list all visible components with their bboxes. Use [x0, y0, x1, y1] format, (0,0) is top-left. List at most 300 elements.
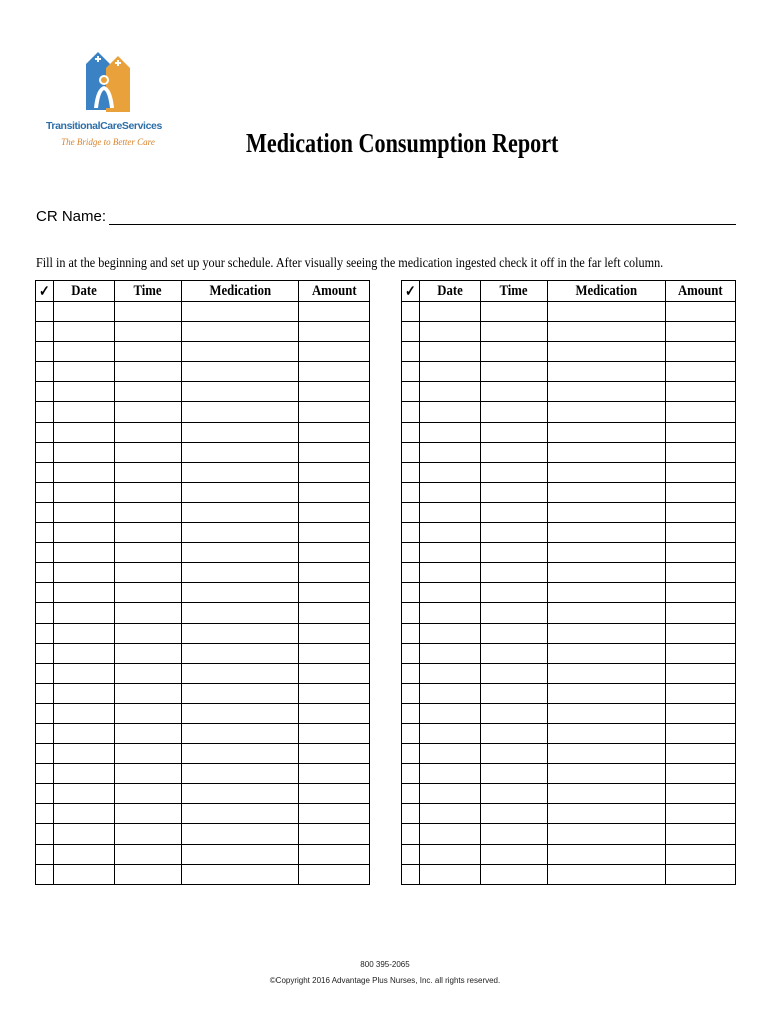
- check-cell[interactable]: [36, 723, 54, 743]
- date-cell[interactable]: [420, 342, 481, 362]
- medication-cell[interactable]: [548, 342, 666, 362]
- amount-cell[interactable]: [299, 603, 370, 623]
- time-cell[interactable]: [115, 442, 182, 462]
- medication-cell[interactable]: [548, 322, 666, 342]
- amount-cell[interactable]: [666, 502, 736, 522]
- check-cell[interactable]: [402, 482, 420, 502]
- table-row: [402, 422, 736, 442]
- time-cell[interactable]: [481, 603, 548, 623]
- time-cell[interactable]: [115, 744, 182, 764]
- medication-cell[interactable]: [182, 563, 299, 583]
- date-cell[interactable]: [420, 744, 481, 764]
- time-cell[interactable]: [481, 543, 548, 563]
- medication-cell[interactable]: [548, 362, 666, 382]
- medication-cell[interactable]: [182, 342, 299, 362]
- amount-cell[interactable]: [666, 643, 736, 663]
- date-cell[interactable]: [420, 623, 481, 643]
- date-cell[interactable]: [54, 804, 115, 824]
- date-cell[interactable]: [54, 442, 115, 462]
- check-cell[interactable]: [402, 502, 420, 522]
- time-cell[interactable]: [481, 844, 548, 864]
- amount-cell[interactable]: [299, 462, 370, 482]
- medication-cell[interactable]: [548, 703, 666, 723]
- amount-cell[interactable]: [299, 623, 370, 643]
- time-cell[interactable]: [481, 864, 548, 884]
- check-cell[interactable]: [36, 703, 54, 723]
- date-cell[interactable]: [54, 723, 115, 743]
- medication-cell[interactable]: [182, 683, 299, 703]
- check-cell[interactable]: [402, 583, 420, 603]
- check-cell[interactable]: [36, 784, 54, 804]
- time-cell[interactable]: [115, 583, 182, 603]
- amount-cell[interactable]: [666, 824, 736, 844]
- amount-cell[interactable]: [299, 723, 370, 743]
- medication-cell[interactable]: [182, 502, 299, 522]
- date-cell[interactable]: [420, 302, 481, 322]
- check-cell[interactable]: [402, 362, 420, 382]
- check-cell[interactable]: [402, 723, 420, 743]
- date-cell[interactable]: [420, 723, 481, 743]
- date-cell[interactable]: [420, 643, 481, 663]
- amount-cell[interactable]: [299, 744, 370, 764]
- amount-cell[interactable]: [666, 422, 736, 442]
- check-cell[interactable]: [402, 663, 420, 683]
- date-cell[interactable]: [420, 804, 481, 824]
- time-cell[interactable]: [115, 342, 182, 362]
- check-cell[interactable]: [402, 402, 420, 422]
- date-cell[interactable]: [420, 502, 481, 522]
- time-cell[interactable]: [115, 543, 182, 563]
- date-cell[interactable]: [54, 402, 115, 422]
- time-cell[interactable]: [115, 563, 182, 583]
- check-cell[interactable]: [36, 322, 54, 342]
- check-cell[interactable]: [402, 382, 420, 402]
- check-cell[interactable]: [36, 603, 54, 623]
- amount-cell[interactable]: [666, 402, 736, 422]
- medication-cell[interactable]: [548, 623, 666, 643]
- check-cell[interactable]: [402, 703, 420, 723]
- amount-cell[interactable]: [299, 864, 370, 884]
- time-cell[interactable]: [481, 824, 548, 844]
- medication-cell[interactable]: [548, 543, 666, 563]
- medication-cell[interactable]: [548, 482, 666, 502]
- time-cell[interactable]: [481, 502, 548, 522]
- amount-cell[interactable]: [299, 824, 370, 844]
- date-cell[interactable]: [54, 362, 115, 382]
- date-cell[interactable]: [54, 643, 115, 663]
- check-cell[interactable]: [402, 804, 420, 824]
- date-cell[interactable]: [420, 603, 481, 623]
- time-cell[interactable]: [481, 563, 548, 583]
- time-cell[interactable]: [115, 764, 182, 784]
- check-cell[interactable]: [36, 824, 54, 844]
- medication-cell[interactable]: [182, 462, 299, 482]
- medication-cell[interactable]: [182, 402, 299, 422]
- check-cell[interactable]: [402, 844, 420, 864]
- time-cell[interactable]: [115, 683, 182, 703]
- time-cell[interactable]: [115, 723, 182, 743]
- amount-cell[interactable]: [299, 764, 370, 784]
- time-cell[interactable]: [481, 744, 548, 764]
- date-cell[interactable]: [54, 422, 115, 442]
- amount-cell[interactable]: [666, 462, 736, 482]
- check-cell[interactable]: [36, 804, 54, 824]
- medication-cell[interactable]: [182, 583, 299, 603]
- time-cell[interactable]: [115, 703, 182, 723]
- amount-cell[interactable]: [666, 864, 736, 884]
- time-cell[interactable]: [481, 402, 548, 422]
- time-cell[interactable]: [481, 723, 548, 743]
- table-row: [36, 643, 370, 663]
- date-cell[interactable]: [54, 523, 115, 543]
- check-cell[interactable]: [402, 543, 420, 563]
- medication-cell[interactable]: [548, 422, 666, 442]
- date-cell[interactable]: [54, 784, 115, 804]
- amount-cell[interactable]: [666, 442, 736, 462]
- cr-name-line[interactable]: [109, 210, 736, 225]
- time-cell[interactable]: [115, 663, 182, 683]
- medication-cell[interactable]: [548, 643, 666, 663]
- amount-cell[interactable]: [299, 502, 370, 522]
- time-cell[interactable]: [481, 442, 548, 462]
- time-cell[interactable]: [115, 784, 182, 804]
- medication-cell[interactable]: [182, 744, 299, 764]
- date-cell[interactable]: [54, 663, 115, 683]
- date-cell[interactable]: [420, 844, 481, 864]
- check-cell[interactable]: [402, 784, 420, 804]
- medication-cell[interactable]: [182, 703, 299, 723]
- amount-cell[interactable]: [299, 683, 370, 703]
- medication-cell[interactable]: [548, 563, 666, 583]
- check-cell[interactable]: [402, 462, 420, 482]
- time-cell[interactable]: [115, 322, 182, 342]
- date-cell[interactable]: [54, 382, 115, 402]
- amount-cell[interactable]: [666, 764, 736, 784]
- check-cell[interactable]: [36, 583, 54, 603]
- date-cell[interactable]: [54, 683, 115, 703]
- date-cell[interactable]: [54, 563, 115, 583]
- date-cell[interactable]: [420, 523, 481, 543]
- time-cell[interactable]: [115, 864, 182, 884]
- date-cell[interactable]: [54, 623, 115, 643]
- medication-cell[interactable]: [548, 683, 666, 703]
- date-cell[interactable]: [420, 442, 481, 462]
- check-cell[interactable]: [36, 643, 54, 663]
- time-cell[interactable]: [115, 482, 182, 502]
- check-cell[interactable]: [36, 302, 54, 322]
- date-cell[interactable]: [420, 322, 481, 342]
- amount-cell[interactable]: [299, 362, 370, 382]
- amount-cell[interactable]: [299, 422, 370, 442]
- time-cell[interactable]: [481, 422, 548, 442]
- date-column-header: Date: [54, 281, 115, 302]
- date-cell[interactable]: [420, 663, 481, 683]
- check-cell[interactable]: [402, 322, 420, 342]
- medication-cell[interactable]: [182, 764, 299, 784]
- date-cell[interactable]: [420, 462, 481, 482]
- time-cell[interactable]: [115, 523, 182, 543]
- date-cell[interactable]: [420, 864, 481, 884]
- time-cell[interactable]: [481, 804, 548, 824]
- check-cell[interactable]: [36, 523, 54, 543]
- amount-cell[interactable]: [666, 302, 736, 322]
- medication-cell[interactable]: [548, 462, 666, 482]
- amount-cell[interactable]: [299, 302, 370, 322]
- table-row: [402, 764, 736, 784]
- medication-cell[interactable]: [548, 502, 666, 522]
- check-cell[interactable]: [402, 683, 420, 703]
- date-cell[interactable]: [54, 302, 115, 322]
- check-cell[interactable]: [36, 342, 54, 362]
- check-cell[interactable]: [36, 663, 54, 683]
- amount-cell[interactable]: [666, 663, 736, 683]
- medication-cell[interactable]: [182, 603, 299, 623]
- date-cell[interactable]: [54, 322, 115, 342]
- medication-cell[interactable]: [548, 382, 666, 402]
- time-cell[interactable]: [481, 784, 548, 804]
- amount-cell[interactable]: [299, 322, 370, 342]
- medication-cell[interactable]: [548, 402, 666, 422]
- time-cell[interactable]: [115, 844, 182, 864]
- medication-cell[interactable]: [182, 643, 299, 663]
- check-cell[interactable]: [402, 342, 420, 362]
- amount-cell[interactable]: [299, 482, 370, 502]
- check-cell[interactable]: [36, 744, 54, 764]
- amount-cell[interactable]: [299, 643, 370, 663]
- date-cell[interactable]: [420, 563, 481, 583]
- date-cell[interactable]: [54, 824, 115, 844]
- time-cell[interactable]: [481, 663, 548, 683]
- medication-cell[interactable]: [182, 844, 299, 864]
- date-cell[interactable]: [420, 362, 481, 382]
- table-row: [402, 703, 736, 723]
- time-cell[interactable]: [481, 764, 548, 784]
- medication-cell[interactable]: [182, 804, 299, 824]
- check-cell[interactable]: [402, 744, 420, 764]
- amount-cell[interactable]: [666, 683, 736, 703]
- amount-cell[interactable]: [666, 362, 736, 382]
- check-cell[interactable]: [36, 563, 54, 583]
- amount-cell[interactable]: [666, 723, 736, 743]
- amount-cell[interactable]: [299, 663, 370, 683]
- date-cell[interactable]: [54, 744, 115, 764]
- check-cell[interactable]: [36, 502, 54, 522]
- time-cell[interactable]: [481, 583, 548, 603]
- check-cell[interactable]: [36, 462, 54, 482]
- date-cell[interactable]: [54, 864, 115, 884]
- check-cell[interactable]: [402, 764, 420, 784]
- check-cell[interactable]: [36, 543, 54, 563]
- date-cell[interactable]: [54, 342, 115, 362]
- time-cell[interactable]: [481, 703, 548, 723]
- medication-cell[interactable]: [182, 784, 299, 804]
- date-cell[interactable]: [420, 482, 481, 502]
- time-cell[interactable]: [481, 523, 548, 543]
- amount-cell[interactable]: [666, 482, 736, 502]
- amount-cell[interactable]: [666, 342, 736, 362]
- medication-cell[interactable]: [182, 824, 299, 844]
- amount-cell[interactable]: [299, 523, 370, 543]
- time-cell[interactable]: [481, 643, 548, 663]
- date-cell[interactable]: [54, 462, 115, 482]
- medication-cell[interactable]: [548, 744, 666, 764]
- amount-cell[interactable]: [299, 402, 370, 422]
- time-cell[interactable]: [115, 643, 182, 663]
- date-cell[interactable]: [54, 543, 115, 563]
- time-cell[interactable]: [481, 462, 548, 482]
- time-cell[interactable]: [481, 482, 548, 502]
- amount-cell[interactable]: [299, 784, 370, 804]
- amount-cell[interactable]: [299, 543, 370, 563]
- date-cell[interactable]: [420, 583, 481, 603]
- time-cell[interactable]: [115, 824, 182, 844]
- check-cell[interactable]: [402, 824, 420, 844]
- time-cell[interactable]: [115, 422, 182, 442]
- time-cell[interactable]: [481, 322, 548, 342]
- check-cell[interactable]: [36, 864, 54, 884]
- time-cell[interactable]: [481, 362, 548, 382]
- amount-cell[interactable]: [299, 442, 370, 462]
- check-cell[interactable]: [36, 623, 54, 643]
- check-cell[interactable]: [402, 603, 420, 623]
- date-cell[interactable]: [420, 422, 481, 442]
- medication-cell[interactable]: [548, 864, 666, 884]
- medication-cell[interactable]: [548, 663, 666, 683]
- time-cell[interactable]: [481, 342, 548, 362]
- table-header-row: [402, 281, 736, 302]
- medication-cell[interactable]: [548, 824, 666, 844]
- time-cell[interactable]: [115, 804, 182, 824]
- check-cell[interactable]: [36, 422, 54, 442]
- check-cell[interactable]: [402, 864, 420, 884]
- amount-cell[interactable]: [666, 322, 736, 342]
- time-cell[interactable]: [115, 502, 182, 522]
- medication-cell[interactable]: [548, 764, 666, 784]
- time-cell[interactable]: [115, 382, 182, 402]
- amount-cell[interactable]: [666, 844, 736, 864]
- date-cell[interactable]: [54, 844, 115, 864]
- medication-cell[interactable]: [182, 663, 299, 683]
- time-cell[interactable]: [481, 382, 548, 402]
- check-cell[interactable]: [402, 523, 420, 543]
- check-cell[interactable]: [402, 563, 420, 583]
- date-cell[interactable]: [420, 543, 481, 563]
- check-cell[interactable]: [36, 482, 54, 502]
- date-cell[interactable]: [420, 402, 481, 422]
- amount-cell[interactable]: [299, 583, 370, 603]
- amount-cell[interactable]: [299, 844, 370, 864]
- date-cell[interactable]: [54, 583, 115, 603]
- date-cell[interactable]: [420, 784, 481, 804]
- medication-cell[interactable]: [548, 804, 666, 824]
- medication-cell[interactable]: [182, 523, 299, 543]
- medication-cell[interactable]: [182, 442, 299, 462]
- date-cell[interactable]: [54, 603, 115, 623]
- check-cell[interactable]: [36, 844, 54, 864]
- amount-cell[interactable]: [666, 563, 736, 583]
- amount-cell[interactable]: [666, 784, 736, 804]
- time-cell[interactable]: [481, 623, 548, 643]
- medication-cell[interactable]: [182, 864, 299, 884]
- amount-cell[interactable]: [666, 523, 736, 543]
- medication-cell[interactable]: [182, 543, 299, 563]
- amount-cell[interactable]: [666, 744, 736, 764]
- time-cell[interactable]: [115, 302, 182, 322]
- date-cell[interactable]: [420, 683, 481, 703]
- date-cell[interactable]: [420, 382, 481, 402]
- amount-cell[interactable]: [666, 583, 736, 603]
- time-cell[interactable]: [481, 302, 548, 322]
- date-cell[interactable]: [420, 703, 481, 723]
- date-cell[interactable]: [420, 824, 481, 844]
- amount-cell[interactable]: [666, 623, 736, 643]
- amount-cell[interactable]: [666, 543, 736, 563]
- amount-cell[interactable]: [666, 382, 736, 402]
- time-cell[interactable]: [115, 402, 182, 422]
- time-cell[interactable]: [115, 362, 182, 382]
- check-cell[interactable]: [36, 683, 54, 703]
- medication-cell[interactable]: [548, 583, 666, 603]
- time-cell[interactable]: [115, 603, 182, 623]
- date-cell[interactable]: [54, 703, 115, 723]
- amount-cell[interactable]: [299, 563, 370, 583]
- medication-cell[interactable]: [548, 302, 666, 322]
- medication-cell[interactable]: [182, 422, 299, 442]
- time-cell[interactable]: [481, 683, 548, 703]
- medication-cell[interactable]: [182, 302, 299, 322]
- date-cell[interactable]: [54, 482, 115, 502]
- check-cell[interactable]: [402, 302, 420, 322]
- amount-cell[interactable]: [666, 804, 736, 824]
- check-cell[interactable]: [36, 382, 54, 402]
- medication-cell[interactable]: [548, 442, 666, 462]
- check-cell[interactable]: [36, 362, 54, 382]
- date-cell[interactable]: [420, 764, 481, 784]
- check-cell[interactable]: [36, 764, 54, 784]
- medication-cell[interactable]: [182, 623, 299, 643]
- amount-cell[interactable]: [299, 342, 370, 362]
- amount-column-header: Amount: [666, 281, 736, 302]
- table-row: [402, 663, 736, 683]
- check-cell[interactable]: [402, 442, 420, 462]
- date-cell[interactable]: [54, 764, 115, 784]
- medication-cell[interactable]: [182, 322, 299, 342]
- amount-cell[interactable]: [299, 804, 370, 824]
- medication-cell[interactable]: [548, 603, 666, 623]
- medication-cell[interactable]: [548, 723, 666, 743]
- cr-name-field[interactable]: [36, 208, 736, 225]
- medication-cell[interactable]: [182, 382, 299, 402]
- time-cell[interactable]: [115, 623, 182, 643]
- time-cell[interactable]: [115, 462, 182, 482]
- medication-cell[interactable]: [548, 523, 666, 543]
- check-cell[interactable]: [402, 623, 420, 643]
- check-cell[interactable]: [402, 643, 420, 663]
- check-cell[interactable]: [402, 422, 420, 442]
- medication-cell[interactable]: [548, 784, 666, 804]
- medication-cell[interactable]: [182, 362, 299, 382]
- amount-cell[interactable]: [666, 703, 736, 723]
- check-cell[interactable]: [36, 442, 54, 462]
- amount-cell[interactable]: [299, 382, 370, 402]
- check-cell[interactable]: [36, 402, 54, 422]
- amount-cell[interactable]: [666, 603, 736, 623]
- medication-cell[interactable]: [182, 723, 299, 743]
- date-cell[interactable]: [54, 502, 115, 522]
- amount-cell[interactable]: [299, 703, 370, 723]
- medication-cell[interactable]: [548, 844, 666, 864]
- medication-cell[interactable]: [182, 482, 299, 502]
